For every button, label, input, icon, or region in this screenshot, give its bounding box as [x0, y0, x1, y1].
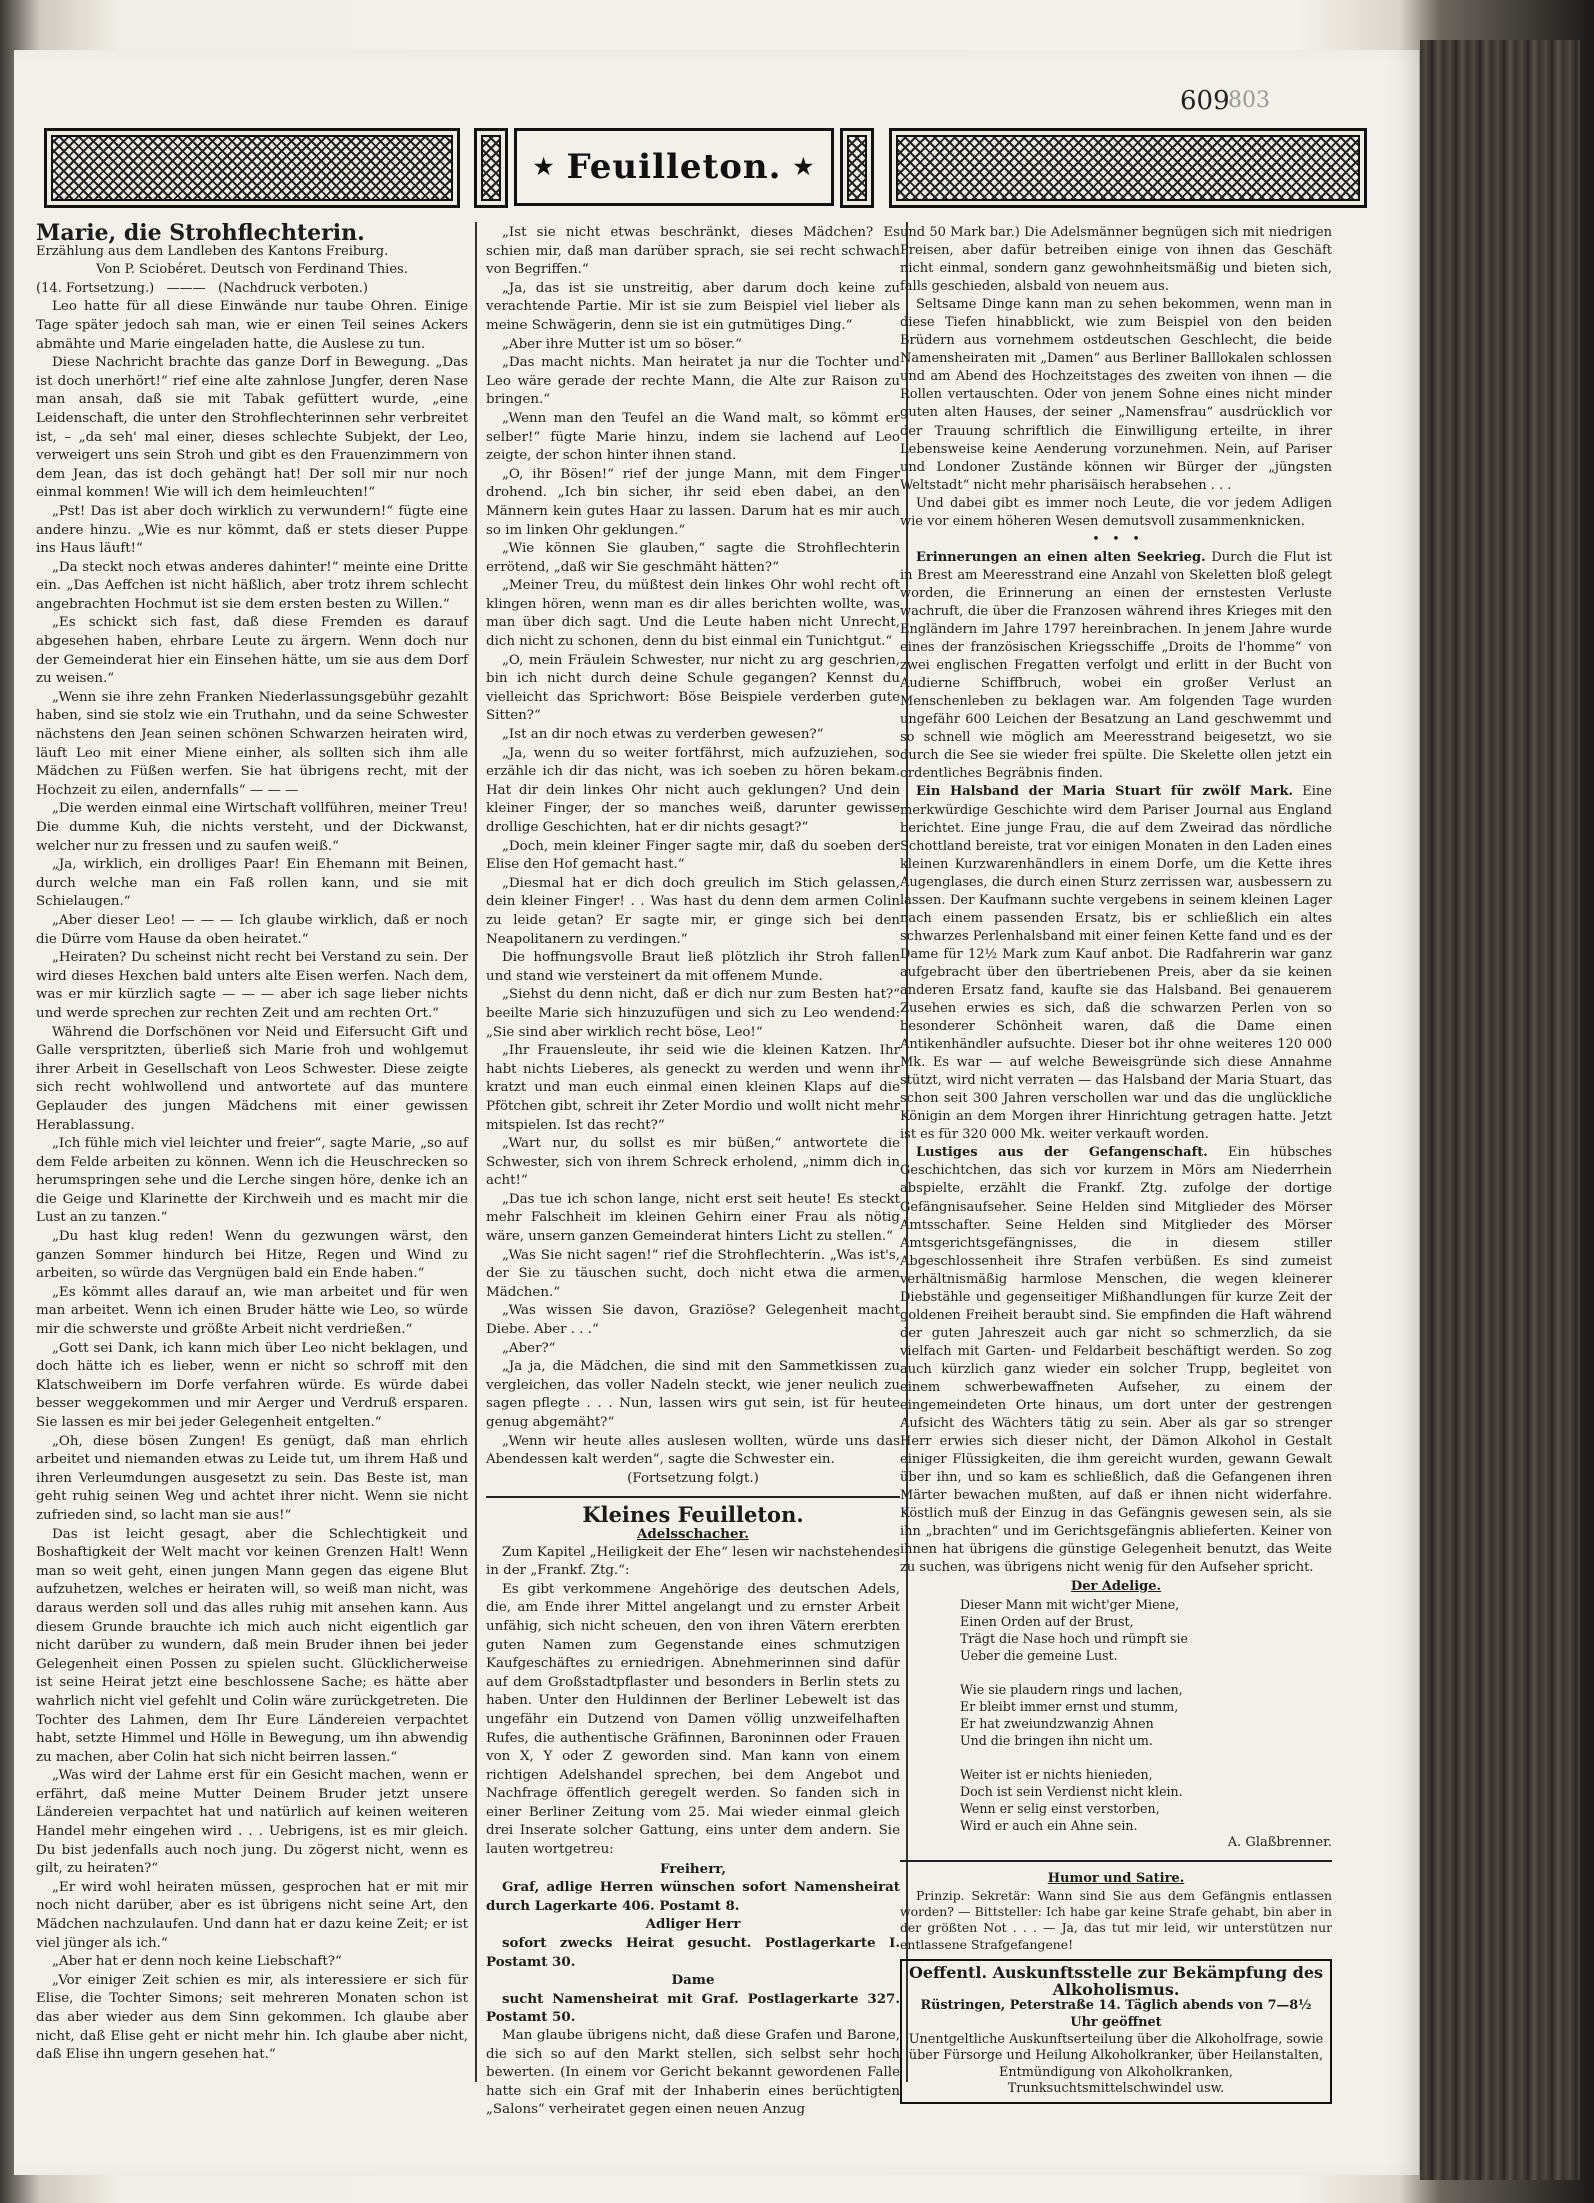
- poem-author: A. Glaßbrenner.: [1227, 1834, 1332, 1850]
- ad-line: Freiherr,: [660, 1860, 726, 1877]
- article-heading: Erinnerungen an einen alten Seekrieg.: [916, 549, 1206, 565]
- paragraph: „Wie können Sie glauben,“ sagte die Strohflechterin errötend, „daß wir Sie geschmäht hätten?“: [486, 541, 900, 575]
- paragraph: „O, mein Fräulein Schwester, nur nicht zu arg geschrien, bin ich nicht durch deine Schule gegangen? Kennst du vielleicht das Sprichwort: Böse Beispiele verderben gute Sitten?“: [486, 652, 900, 724]
- paragraph: „Da steckt noch etwas anderes dahinter!“ meinte eine Dritte ein. „Das Aeffchen ist nicht häßlich, aber trotz ihrem schlecht angebrachten Hochmut ist sie dem ersten besten zu Willen.“: [36, 559, 468, 612]
- poem-title: Der Adelige.: [1070, 1578, 1162, 1594]
- ornament-right: [889, 128, 1367, 208]
- story-byline: Von P. Sciobéret. Deutsch von Ferdinand Thies.: [96, 262, 408, 278]
- paragraph: „Ja, das ist sie unstreitig, aber darum doch keine zu verachtende Partie. Mir ist sie zum Beispiel viel lieber als meine Schwägerin, denn sie ist ein gutmütiges Ding.“: [486, 280, 900, 333]
- paragraph: „Das macht nichts. Man heiratet ja nur die Tochter und Leo wäre gerade der rechte Mann, die Alte zur Raison zu bringen.“: [486, 355, 900, 408]
- paragraph: „Das tue ich schon lange, nicht erst seit heute! Es steckt mehr Falschheit im kleinen Gehirn einer Frau als nötig wäre, unsern ganzen Gemeinderat hinters Licht zu stellen.“: [486, 1191, 900, 1245]
- ad-line: sofort zwecks Heirat gesucht. Postlagerkarte I. Postamt 30.: [486, 1935, 900, 1970]
- paragraph: „Was wird der Lahme erst für ein Gesicht machen, wenn er erfährt, daß meine Mutter Deinem Bruder jetzt unsere Ländereien verpachtet hat und natürlich auf keinen weiteren Handel mehr eingehen wird . . . Uebrigens, ist es mir gleich. Du bist jedenfalls auch noch jung. Du zögerst nicht, wenn es gilt, zu heiraten?“: [36, 1768, 468, 1877]
- story-subtitle: Erzählung aus dem Landleben des Kantons Freiburg.: [36, 243, 389, 259]
- paragraph: Ein Halsband der Maria Stuart für zwölf Mark. Eine merkwürdige Geschichte wird dem Pariser Journal aus England berichtet. Eine junge Frau, die auf dem Zweirad das nördliche Schottland bereiste, trat vor einigen Monaten in den Laden eines kleinen Kurzwarenhändlers in einem Dorfe, um die Kette ihres Augenglases, die durch einen Sturz zerrissen war, ausbessern zu lassen. Der Kaufmann suchte vergebens in seinem kleinen Lager nach einem passenden Ersatz, bis er schließlich ein altes schwarzes Perlenhalsband mit einer feinen Kette fand und es der Dame für 12½ Mark zum Kauf anbot. Die Radfahrerin war ganz aufgebracht über den übertriebenen Preis, aber da sie keinen anderen Ersatz fand, kaufte sie das Halsband. Bei genauerem Zusehen erwies es sich, daß die schwarzen Perlen von so besonderer Schönheit waren, daß die Dame einen Antikenhändler aufsuchte. Dieser bot ihr ohne weiteres 120 000 Mk. Es war — auf welche Beweisgründe sich diese Annahme stützt, wird nicht verraten — das Halsband der Maria Stuart, das schon seit 300 Jahren verschollen war und das die unglückliche Königin an dem Morgen ihrer Hinrichtung getragen hatte. Jetzt ist es für 320 000 Mk. weiter verkauft worden.: [900, 784, 1332, 1143]
- paragraph: „Ja, wenn du so weiter fortfährst, mich aufzuziehen, so erzähle ich dir das nicht, was ich soeben zu hören bekam. Hat dir dein linkes Ohr nicht auch geklungen? Und dein kleiner Finger, der so manches weiß, darunter gewisse drollige Geschichten, hat er dir nichts gesagt?“: [486, 745, 900, 835]
- ornament-mid-left: [474, 128, 508, 208]
- paragraph: „Ja, wirklich, ein drolliges Paar! Ein Ehemann mit Beinen, durch welche man ein Faß rollen kann, und sie mit Schielaugen.“: [36, 857, 468, 910]
- humor-title: Humor und Satire.: [1047, 1870, 1185, 1886]
- paragraph: „Die werden einmal eine Wirtschaft vollführen, meiner Treu! Die dumme Kuh, die nichts versteht, und der Dickwanst, welcher nur zu fressen und zu saufen weiß.“: [36, 801, 468, 854]
- story-title: Marie, die Strohflechterin.: [36, 220, 365, 246]
- paragraph: „Wenn wir heute alles auslesen wollten, würde uns das Abendessen kalt werden“, sagte die Schwester ein.: [486, 1433, 900, 1468]
- paragraph: „Wenn man den Teufel an die Wand malt, so kömmt er selber!“ fügte Marie hinzu, indem sie lachend auf Leo zeigte, der schon hinter ihnen stand.: [486, 410, 900, 464]
- paragraph: „Ich fühle mich viel leichter und freier“, sagte Marie, „so auf dem Felde arbeiten zu können. Wenn ich die Heuschrecken so herumspringen sehe und die Lerche singen höre, denke ich an die Geige und Klarinette der Kirchweih und es macht mir die Lust an zu tanzen.“: [36, 1136, 468, 1226]
- paragraph: „Pst! Das ist aber doch wirklich zu verwundern!“ fügte eine andere hinzu. „Wie es nur kömmt, daß er stets dieser Puppe ins Haus läuft!“: [36, 503, 468, 557]
- ornament-left: [44, 128, 460, 208]
- paragraph: Man glaube übrigens nicht, daß diese Grafen und Barone, die sich so auf den Markt stellen, sich selbst sehr hoch bewerten. (In einem vor Gericht bekannt gewordenen Falle hatte sich ein Graf mit der Inhaberin eines berüchtigten „Salons“ verheiratet gegen einen neuen Anzug: [486, 2028, 900, 2118]
- paragraph: „Ist sie nicht etwas beschränkt, dieses Mädchen? Es schien mir, daß man darüber sprach, sie sei recht schwach von Begriffen.“: [486, 225, 900, 278]
- paragraph: „Meiner Treu, du müßtest dein linkes Ohr wohl recht oft klingen hören, wenn man es dir alles berichten wollte, was man über dich sagt. Und die Leute haben nicht Unrecht, dich nicht zu schonen, denn du bist einmal ein Tunichtgut.“: [486, 578, 900, 650]
- paragraph: Leo hatte für all diese Einwände nur taube Ohren. Einige Tage später jedoch sah man, wie er einen Teil seines Ackers abmähte und Marie eingeladen hatte, die Auslese zu tun.: [36, 299, 468, 352]
- ad-line: Graf, adlige Herren wünschen sofort Namensheirat durch Lagerkarte 406. Postamt 8.: [486, 1879, 900, 1914]
- book-binding: [1420, 40, 1580, 2180]
- poem: Dieser Mann mit wicht'ger Miene, Einen Orden auf der Brust, Trägt die Nase hoch und rümpft sie Ueber die gemeine Lust. Wie sie plaudern rings und lachen, Er bleibt immer ernst und stumm, Er hat zweiundzwanzig Ahnen Und die bringen ihn nicht um. Weiter ist er nichts hienieden, Doch ist sein Verdienst nicht klein. Wenn er selig einst verstorben, Wird er auch ein Ahne sein.: [960, 1596, 1188, 1833]
- ad-line: Dame: [671, 1972, 715, 1989]
- paragraph: „Es schickt sich fast, daß diese Fremden es darauf abgesehen haben, ehrbare Leute zu ärgern. Wenn doch nur der Gemeinderat hier ein Einsehen hätte, um sie aus dem Dorf zu weisen.“: [36, 615, 468, 687]
- paragraph: „Aber hat er denn noch keine Liebschaft?“: [52, 1954, 342, 1970]
- paragraph: „Aber dieser Leo! — — — Ich glaube wirklich, daß er noch die Dürre vom Hause da oben heiratet.“: [36, 912, 468, 947]
- paragraph: Es gibt verkommene Angehörige des deutschen Adels, die, am Ende ihrer Mittel angelangt und zu ernster Arbeit unfähig, sich nicht scheuen, den von ihren Vätern ererbten guten Namen zum Gegenstande eines schmutzigen Kaufgeschäftes zu erniedrigen. Abnehmerinnen sind dafür auf dem Großstadtpflaster und besonders in Berlin stets zu haben. Unter den Huldinnen der Berliner Lebewelt ist das ungefähr ein Dutzend von Damen völlig unzweifelhaften Rufes, die authentische Gräfinnen, Baroninnen oder Frauen von X, Y oder Z geworden sind. Man kann von einem richtigen Adelshandel sprechen, bei dem Angebot und Nachfrage öffentlich geregelt werden. So fanden sich in einer Berliner Zeitung vom 25. Mai wieder einmal gleich drei Inserate solcher Gattung, eins unter dem andern. Sie lauten wortgetreu:: [486, 1581, 900, 1858]
- separator: • • •: [1092, 531, 1140, 547]
- divider: [900, 1860, 1332, 1862]
- article-title: Adelsschacher.: [637, 1525, 749, 1542]
- paragraph: „O, ihr Bösen!“ rief der junge Mann, mit dem Finger drohend. „Ich bin sicher, ihr seid eben dabei, an den Männern kein gutes Haar zu lassen. Darum hat es mir auch so im linken Ohr geklungen.“: [486, 466, 900, 538]
- article-heading: Lustiges aus der Gefangenschaft.: [916, 1145, 1208, 1161]
- continued-note: (Fortsetzung folgt.): [627, 1470, 759, 1486]
- paragraph: „Doch, mein kleiner Finger sagte mir, daß du soeben der Elise den Hof gemacht hast.“: [486, 838, 900, 873]
- advertisement-box: [900, 1959, 1332, 2104]
- paragraph: „Es kömmt alles darauf an, wie man arbeitet und für wen man arbeitet. Wenn ich einen Bruder hätte wie Leo, so würde mir die schwerste und größte Arbeit nicht verdrießen.“: [36, 1284, 468, 1338]
- page-number-faint: 803: [1228, 88, 1270, 113]
- paragraph: „Wart nur, du sollst es mir büßen,“ antwortete die Schwester, sich von ihrem Schreck erholend, „nimm dich in acht!“: [486, 1136, 900, 1189]
- paragraph: „Diesmal hat er dich doch greulich im Stich gelassen, dein kleiner Finger! . . Was hast du denn dem armen Colin zu leide getan? Er sagte mir, er ginge sich bei den Neapolitanern zu verdingen.“: [486, 875, 900, 947]
- paragraph: Die hoffnungsvolle Braut ließ plötzlich ihr Stroh fallen und stand wie versteinert da mit offenem Munde.: [486, 950, 900, 984]
- divider: [486, 1496, 900, 1498]
- paragraph: „Ja ja, die Mädchen, die sind mit den Sammetkissen zu vergleichen, das voller Nadeln steckt, wie jener neulich zu sagen pflegte . . . Nun, lassen wirs gut sein, ist für heute genug abgemäht?“: [486, 1359, 900, 1430]
- ad-title: Oeffentl. Auskunftsstelle zur Bekämpfung des Alkoholismus.: [908, 1963, 1324, 1999]
- paragraph: „Wenn sie ihre zehn Franken Niederlassungsgebühr gezahlt haben, sind sie stolz wie ein Truthahn, und da seine Schwester nächstens den Jean seinen schönen Schwarzen heiraten wird, läuft Leo mit einer Miene einher, als sollten sich ihm alle Mädchen zu Füßen werfen. Sie hat übrigens recht, mit der Hochzeit zu eilen, andernfalls“ — — —: [36, 689, 468, 798]
- ad-line: sucht Namensheirat mit Graf. Postlagerkarte 327. Postamt 50.: [486, 1990, 900, 2026]
- section-title: Feuilleton.: [566, 147, 782, 187]
- paragraph: „Aber ihre Mutter ist um so böser.“: [502, 336, 742, 352]
- paragraph: Prinzip. Sekretär: Wann sind Sie aus dem Gefängnis entlassen worden? — Bittsteller: Ich habe gar keine Strafe gehabt, bin aber in der größten Not . . . — Ja, das tut mir leid, wir unterstützen nur entlassene Strafgefangene!: [900, 1887, 1332, 1952]
- paragraph: Seltsame Dinge kann man zu sehen bekommen, wenn man in diese Tiefen hinabblickt, wie zum Beispiel von den beiden Brüdern aus vornehmem ostdeutschen Geschlecht, die beide Namensheiraten mit „Damen“ aus Berliner Balllokalen schlossen und am Abend des Hochzeitstages des zweiten von ihnen — die Rollen vertauschten. Oder von jenem Sohne eines nicht minder guten alten Hauses, der seiner „Namensfrau“ ausdrücklich vor der Trauung schriftlich die Einwilligung erteilte, in ihrer Lebensweise keine Aenderung vorzunehmen. Nein, auf Pariser und Londoner Zustände können wir Bürger der „jüngsten Weltstadt“ nicht mehr pharisäisch herabsehen . . .: [900, 297, 1332, 493]
- paragraph: Lustiges aus der Gefangenschaft. Ein hübsches Geschichtchen, das sich vor kurzem in Mörs am Niederrhein abspielte, erzählt die Frankf. Ztg. zufolge der dortige Gefängnisaufseher. Seine Helden sind Mitglieder des Mörser Amtsschafter. Seine Helden sind Mitglieder des Mörser Amtsgerichtsgefängnisses, die in diesem stiller Abgeschlossenheit ihre Strafen verbüßen. Es sind zumeist verhältnismäßig harmlose Menschen, die wegen kleinerer Diebstähle und gegenseitiger Mißhandlungen für kurze Zeit der goldenen Freiheit beraubt sind. Sie empfinden die Haft während der guten Jahreszeit auch gar nicht so schmerzlich, da sie vielfach mit Garten- und Feldarbeit beschäftigt werden. So zog auch kürzlich ganz wieder ein solcher Trupp, begleitet von einem schwerbewaffneten Aufseher, zu einem der eingemeindeten Orte hinaus, um dort unter der gestrengen Aufsicht des Wächters tätig zu sein. Aber als gar so strenger Herr erwies sich dieser nicht, der Dämon Alkohol in Gestalt einiger Flüssigkeiten, die ihm gereicht wurden, gewann Gewalt über ihn, und so kam es schließlich, daß die Gefangenen ihren Märter bewachen mußten, auf daß er ihnen nicht widerfahre. Köstlich muß der Einzug in das Gefängnis gewesen sein, als sie ihn „brachten“ und im Gerichtsgefängnis ablieferten. Keiner von ihnen hat übrigens die günstige Gelegenheit benutzt, das Weite zu suchen, was übrigens nicht wenig für den Aufseher spricht.: [900, 1145, 1332, 1576]
- ad-address: Rüstringen, Peterstraße 14. Täglich abends von 7—8½ Uhr geöffnet: [920, 1998, 1312, 2031]
- article-heading: Ein Halsband der Maria Stuart für zwölf Mark.: [916, 784, 1294, 800]
- paragraph: „Ihr Frauensleute, ihr seid wie die kleinen Katzen. Ihr habt nichts Lieberes, als geneckt zu werden und wenn ihr kratzt und man euch einmal einen kleinen Klaps auf die Pfötchen gibt, schreit ihr Zeter Mordio und wollt nicht mehr mitspielen. Ist das recht?“: [486, 1043, 900, 1133]
- ornament-mid-right: [840, 128, 874, 208]
- feuilleton-header: [44, 128, 1364, 206]
- star-icon: ★: [793, 154, 815, 180]
- paragraph: Das ist leicht gesagt, aber die Schlechtigkeit und Boshaftigkeit der Welt macht vor keinen Grenzen Halt! Wenn man so weit geht, einen jungen Mann gegen das eigene Blut aufzuhetzen, welches er heiraten will, so weiß man nicht, was daraus werden soll und das alles ruhig mit ansehen kann. Aus diesem Grunde brauchte ich mich auch nicht eigentlich gar nicht darüber zu wundern, daß mein Bruder ihnen bei jeder Gelegenheit einen Possen zu spielen sucht. Glücklicherweise ist seine Heirat jetzt eine beschlossene Sache; es hätte aber wahrlich nicht viel gefehlt und Colin wäre zurückgetreten. Die Tochter des Lahmen, dem Ihr Eure Ländereien verpachtet habt, setzte Himmel und Hölle in Bewegung, um ihn abwendig zu machen, aber Colin hat sich nicht beirren lassen.“: [36, 1526, 468, 1765]
- ad-body: Unentgeltliche Auskunftserteilung über die Alkoholfrage, sowie über Fürsorge und Heilung Alkoholkranker, über Heilanstalten, Entmündigung von Alkoholkranken, Trunksuchtsmittelschwindel usw.: [908, 2031, 1324, 2097]
- column-divider: [475, 222, 477, 2082]
- section-title-box: [514, 128, 834, 206]
- paragraph: Zum Kapitel „Heiligkeit der Ehe“ lesen wir nachstehendes in der „Frankf. Ztg.“:: [486, 1544, 900, 1579]
- kleines-title: Kleines Feuilleton.: [582, 1502, 804, 1528]
- paragraph: „Was wissen Sie davon, Graziöse? Gelegenheit macht Diebe. Aber . . .“: [486, 1303, 900, 1338]
- story-part: (14. Fortsetzung.) ——— (Nachdruck verboten.): [36, 280, 368, 296]
- paragraph: „Vor einiger Zeit schien es mir, als interessiere er sich für Elise, die Tochter Simons; seit mehreren Monaten schon ist das aber wieder aus dem Sinn gekommen. Ich glaube aber nicht, daß Elise geht er nicht mehr hin. Ich glaube aber nicht, daß Elise ihn ungern gesehen hat.“: [36, 1972, 468, 2063]
- paragraph: „Oh, diese bösen Zungen! Es genügt, daß man ehrlich arbeitet und niemanden etwas zu Leide tut, um ihrem Haß und ihren Verleumdungen ausgesetzt zu sein. Das Beste ist, man geht ruhig seinen Weg und achtet ihrer nicht. Wenn sie nicht zufrieden sind, so lacht man sie aus!“: [36, 1433, 468, 1523]
- column-2: [486, 224, 900, 2120]
- ad-line: Adliger Herr: [645, 1916, 741, 1933]
- paragraph: und 50 Mark bar.) Die Adelsmänner begnügen sich mit niedrigen Preisen, aber dafür betreiben einige von ihnen das Geschäft nicht einmal, sondern ganz gewohnheitsmäßig und bieten sich, falls geschieden, alsbald von neuem aus.: [900, 225, 1332, 295]
- paragraph: Und dabei gibt es immer noch Leute, die vor jedem Adligen wie vor einem höheren Wesen demutsvoll zusammenknicken.: [900, 495, 1332, 529]
- paragraph: Während die Dorfschönen vor Neid und Eifersucht Gift und Galle verspritzten, überließ sich Marie froh und wohlgemut ihrer Arbeit in Gesellschaft von Leos Schwester. Diese zeigte sich recht wohlwollend und antwortete auf das muntere Geplauder des jungen Mädchens mit einer gewissen Herablassung.: [36, 1024, 468, 1133]
- paragraph: „Er wird wohl heiraten müssen, gesprochen hat er mit mir noch nicht darüber, aber es ist übrigens nicht seine Art, den Mädchen nachzulaufen. Und dann hat er dazu keine Zeit; er ist viel jünger als ich.“: [36, 1879, 468, 1951]
- paragraph: „Siehst du denn nicht, daß er dich nur zum Besten hat?“ beeilte Marie sich hinzuzufügen und sich zu Leo wendend: „Sie sind aber wirklich recht böse, Leo!“: [486, 987, 900, 1040]
- paragraph: „Gott sei Dank, ich kann mich über Leo nicht beklagen, und doch hätte ich es lieber, wenn er nicht so schroff mit den Klatschweibern im Dorfe verfahren würde. Es würde dabei besser weggekommen und mir Aerger und Verdruß ersparen. Sie lassen es mir bei jeder Gelegenheit entgelten.“: [36, 1340, 468, 1430]
- paragraph: Erinnerungen an einen alten Seekrieg. Durch die Flut ist in Brest am Meeresstrand eine Anzahl von Skeletten bloß gelegt worden, die Erinnerung an einen der ernstesten Verluste wachruft, die über die Franzosen während ihres Krieges mit den Engländern im Jahre 1797 hereinbrachen. In jenem Jahre wurde eines der französischen Kriegsschiffe „Droits de l'homme“ von zwei englischen Fregatten verfolgt und erlitt in der Bucht von Audierne Schiffbruch, wobei ein großer Verlust an Menschenleben zu beklagen war. Am folgenden Tage wurden ungefähr 600 Leichen der Besatzung an Land geschwemmt und so schnell wie möglich am Meeresstrand beigesetzt, wo sie durch die See sie wieder frei spülte. Die Skelette ollen jetzt ein ordentliches Begräbnis finden.: [900, 549, 1332, 782]
- page-number: 609: [1180, 86, 1230, 116]
- paragraph: „Ist an dir noch etwas zu verderben gewesen?“: [502, 727, 824, 743]
- paragraph: „Heiraten? Du scheinst nicht recht bei Verstand zu sein. Der wird dieses Hexchen bald unters alte Eisen werfen. Nach dem, was er mir kürzlich sagte — — — aber ich sage lieber nichts und werde sprechen zur rechten Zeit und am rechten Ort.“: [36, 950, 468, 1021]
- paragraph: „Aber?“: [502, 1340, 556, 1356]
- column-1: [36, 220, 468, 2065]
- paragraph: „Du hast klug reden! Wenn du gezwungen wärst, den ganzen Sommer hindurch bei Hitze, Regen und Wind zu arbeiten, so würde das Vergnügen bald ein Ende haben.“: [36, 1229, 468, 1282]
- star-icon: ★: [533, 154, 555, 180]
- paragraph: „Was Sie nicht sagen!“ rief die Strohflechterin. „Was ist's, der Sie zu täuschen sucht, doch nicht etwa die armen Mädchen.“: [486, 1247, 900, 1300]
- paragraph: Diese Nachricht brachte das ganze Dorf in Bewegung. „Das ist doch unerhört!“ rief eine alte zahnlose Jungfer, deren Nase man ansah, daß sie mit Tabak gefüttert wurde, „eine Leidenschaft, die unter den Strohflechterinnen sehr verbreitet ist, – „da seh' mal einer, dieses schlechte Subjekt, der Leo, verweigert uns sein Stroh und gibt es den Frauenzimmern von dem Jean, das ist doch gehängt hat! Der soll mir nur noch einmal kommen! Wie will ich dem heimleuchten!“: [36, 355, 468, 501]
- column-3: [900, 224, 1332, 2104]
